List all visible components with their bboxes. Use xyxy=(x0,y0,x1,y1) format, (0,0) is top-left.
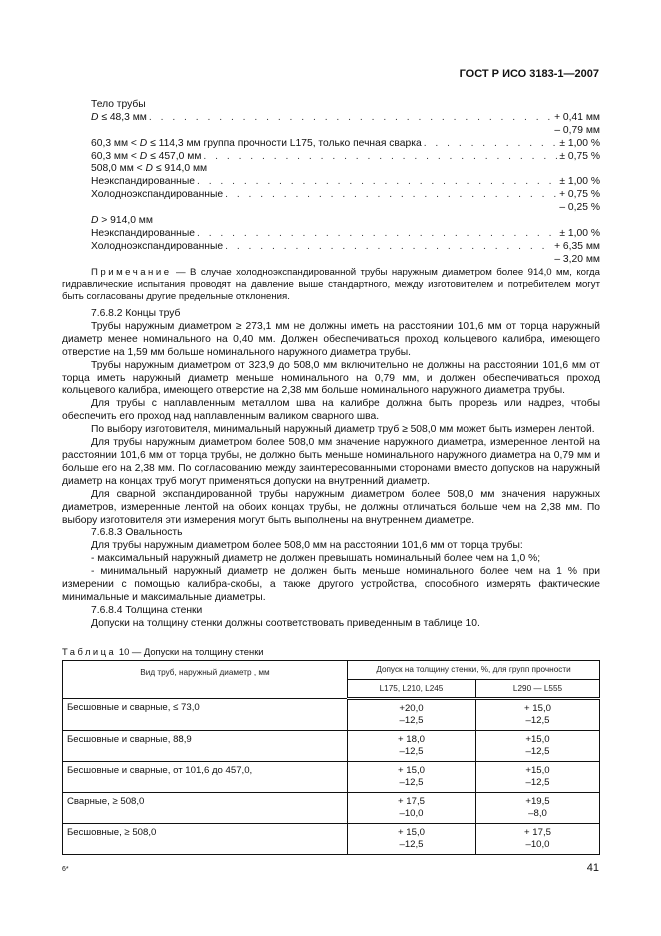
label: Неэкспандированные xyxy=(91,176,195,188)
paragraph: Для трубы наружным диаметром более 508,0 мм на расстоянии 101,6 мм от торца трубы: xyxy=(91,540,523,552)
note xyxy=(62,267,600,303)
tolerance-l290-l555: +15,0 –12,5 xyxy=(476,731,600,762)
value: ± 0,75 % xyxy=(559,150,600,162)
list-item xyxy=(91,125,600,138)
value: – 0,79 мм xyxy=(554,124,600,136)
sheet-mark: 6* xyxy=(62,866,69,873)
list-item xyxy=(91,241,600,254)
pipe-type: Бесшовные, ≥ 508,0 xyxy=(63,824,348,855)
tolerance-l175-l245: + 18,0 –12,5 xyxy=(348,731,476,762)
list-item xyxy=(91,189,600,202)
pipe-type: Бесшовные и сварные, 88,9 xyxy=(63,731,348,762)
page-number: 41 xyxy=(586,862,599,874)
paragraph: Трубы наружным диаметром от 323,9 до 508,0 мм включительно не должны на расстоянии 101,6 мм от торца иметь наружный диаметр меньше номинального на 0,79 мм, и должен обеспечиваться проход кольцевого калибра, имеющего отверстие на 2,38 мм больше номинального наружного диаметра трубы. xyxy=(62,359,600,397)
tolerance-l290-l555: + 15,0 –12,5 xyxy=(476,699,600,731)
value: + 0,75 % xyxy=(559,189,600,201)
table-row xyxy=(63,793,600,824)
section-heading: 7.6.8.3 Овальность xyxy=(91,527,183,539)
tolerance-l290-l555: + 17,5 –10,0 xyxy=(476,824,600,855)
section-label: Тело трубы xyxy=(91,99,146,110)
table-row xyxy=(63,699,600,731)
value: + 6,35 мм xyxy=(554,240,600,252)
list-item xyxy=(91,99,600,112)
pipe-type: Бесшовные и сварные, от 101,6 до 457,0, xyxy=(63,762,348,793)
column-header: Вид труб, наружный диаметр , мм xyxy=(63,661,348,699)
wall-thickness-table xyxy=(62,660,600,855)
tolerance-l175-l245: + 17,5 –10,0 xyxy=(348,793,476,824)
list-item xyxy=(91,202,600,215)
label: Холодноэкспандированные xyxy=(91,240,224,252)
document-header: ГОСТ Р ИСО 3183-1—2007 xyxy=(459,68,599,80)
label: D ≤ 48,3 мм xyxy=(91,111,147,123)
tolerance-l175-l245: + 15,0 –12,5 xyxy=(348,824,476,855)
paragraph: Для трубы с наплавленным металлом шва на калибре должна быть прорезь или надрез, чтобы обеспечить его проход над наплавленным валиком сварного шва. xyxy=(62,398,600,423)
value: – 3,20 мм xyxy=(554,253,600,265)
outer-diameter-tolerances xyxy=(91,99,600,267)
section-heading: 7.6.8.4 Толщина стенки xyxy=(91,604,203,616)
tolerance-l175-l245: + 15,0 –12,5 xyxy=(348,762,476,793)
note-text: — В случае холодноэкспандированной трубы наружным диаметром более 914,0 мм, когда гидравлические испытания проводят на давление выше стандартного, между изготовителем и потребителем могут быть согласованы другие предельные отклонения. xyxy=(62,267,600,302)
list-item xyxy=(91,138,600,151)
value: + 0,41 мм xyxy=(554,111,600,123)
column-header: L290 — L555 xyxy=(476,680,600,699)
list-item xyxy=(91,176,600,189)
caption-text: 10 — Допуски на толщину стенки xyxy=(116,646,264,657)
label: Холодноэкспандированные xyxy=(91,189,224,201)
section-heading: 7.6.8.2 Концы труб xyxy=(91,308,181,319)
caption-label: Таблица xyxy=(62,646,117,657)
paragraph: Допуски на толщину стенки должны соответствовать приведенным в таблице 10. xyxy=(91,617,480,629)
paragraph: Трубы наружным диаметром ≥ 273,1 мм не должны иметь на расстоянии 101,6 мм от торца наружный диаметр менее номинального на 0,40 мм. Должен обеспечиваться проход кольцевого калибра, имеющего отверстие на 1,59 мм больше номинального наружного диаметра трубы. xyxy=(62,320,600,358)
value: ± 1,00 % xyxy=(559,137,600,149)
paragraph: Для сварной экспандированной трубы наружным диаметром более 508,0 мм значения наружных диаметров, измеренные лентой на обоих концах трубы, не должны отличаться больше чем на 2,38 мм. По выбору изготовителя эти измерения могут быть выполнены на внутреннем диаметре. xyxy=(62,488,600,526)
list-item xyxy=(91,215,600,228)
paragraph: Для трубы наружным диаметром более 508,0 мм значение наружного диаметра, измеренное лентой на расстоянии 101,6 мм от торца трубы, не должно быть меньше номинального наружного диаметра на 0,79 мм и больше его на 2,38 мм. По согласованию между заинтересованными сторонами вместо допусков на наружный диаметр на концах труб могут применяться допуски на внутренний диаметр. xyxy=(62,437,600,487)
paragraph: По выбору изготовителя, минимальный наружный диаметр труб ≥ 508,0 мм может быть измерен лентой. xyxy=(91,424,595,436)
note-label: Примечание xyxy=(91,267,172,278)
list-item xyxy=(91,228,600,241)
column-group-header: Допуск на толщину стенки, %, для групп прочности xyxy=(348,661,600,680)
table-row xyxy=(63,731,600,762)
table-row xyxy=(63,824,600,855)
label: D > 914,0 мм xyxy=(91,215,153,227)
list-item: - минимальный наружный диаметр не должен быть меньше номинального более чем на 1 % при измерении с помощью калибра-скобы, а также другого устройства, способного измерять фактические минимальные и максимальные диаметры. xyxy=(62,566,600,603)
tolerance-l290-l555: +15,0 –12,5 xyxy=(476,762,600,793)
value: ± 1,00 % xyxy=(559,227,600,239)
tolerance-l290-l555: +19,5 –8,0 xyxy=(476,793,600,824)
tolerance-l175-l245: +20,0 –12,5 xyxy=(348,699,476,731)
label: 60,3 мм < D ≤ 457,0 мм xyxy=(91,150,202,162)
table-row xyxy=(63,762,600,793)
value: ± 1,00 % xyxy=(559,176,600,188)
column-header: L175, L210, L245 xyxy=(348,680,476,699)
label: 60,3 мм < D ≤ 114,3 мм группа прочности L175, только печная сварка xyxy=(91,137,422,149)
list-item xyxy=(91,151,600,164)
value: – 0,25 % xyxy=(559,202,600,214)
body-text xyxy=(62,308,600,631)
label: 508,0 мм < D ≤ 914,0 мм xyxy=(91,163,208,175)
table-caption xyxy=(62,646,264,659)
label: Неэкспандированные xyxy=(91,227,195,239)
pipe-type: Бесшовные и сварные, ≤ 73,0 xyxy=(63,699,348,731)
list-item xyxy=(91,112,600,125)
list-item xyxy=(91,254,600,267)
list-item xyxy=(91,163,600,176)
list-item: - максимальный наружный диаметр не должен превышать номинальный более чем на 1,0 %; xyxy=(91,553,541,565)
pipe-type: Сварные, ≥ 508,0 xyxy=(63,793,348,824)
